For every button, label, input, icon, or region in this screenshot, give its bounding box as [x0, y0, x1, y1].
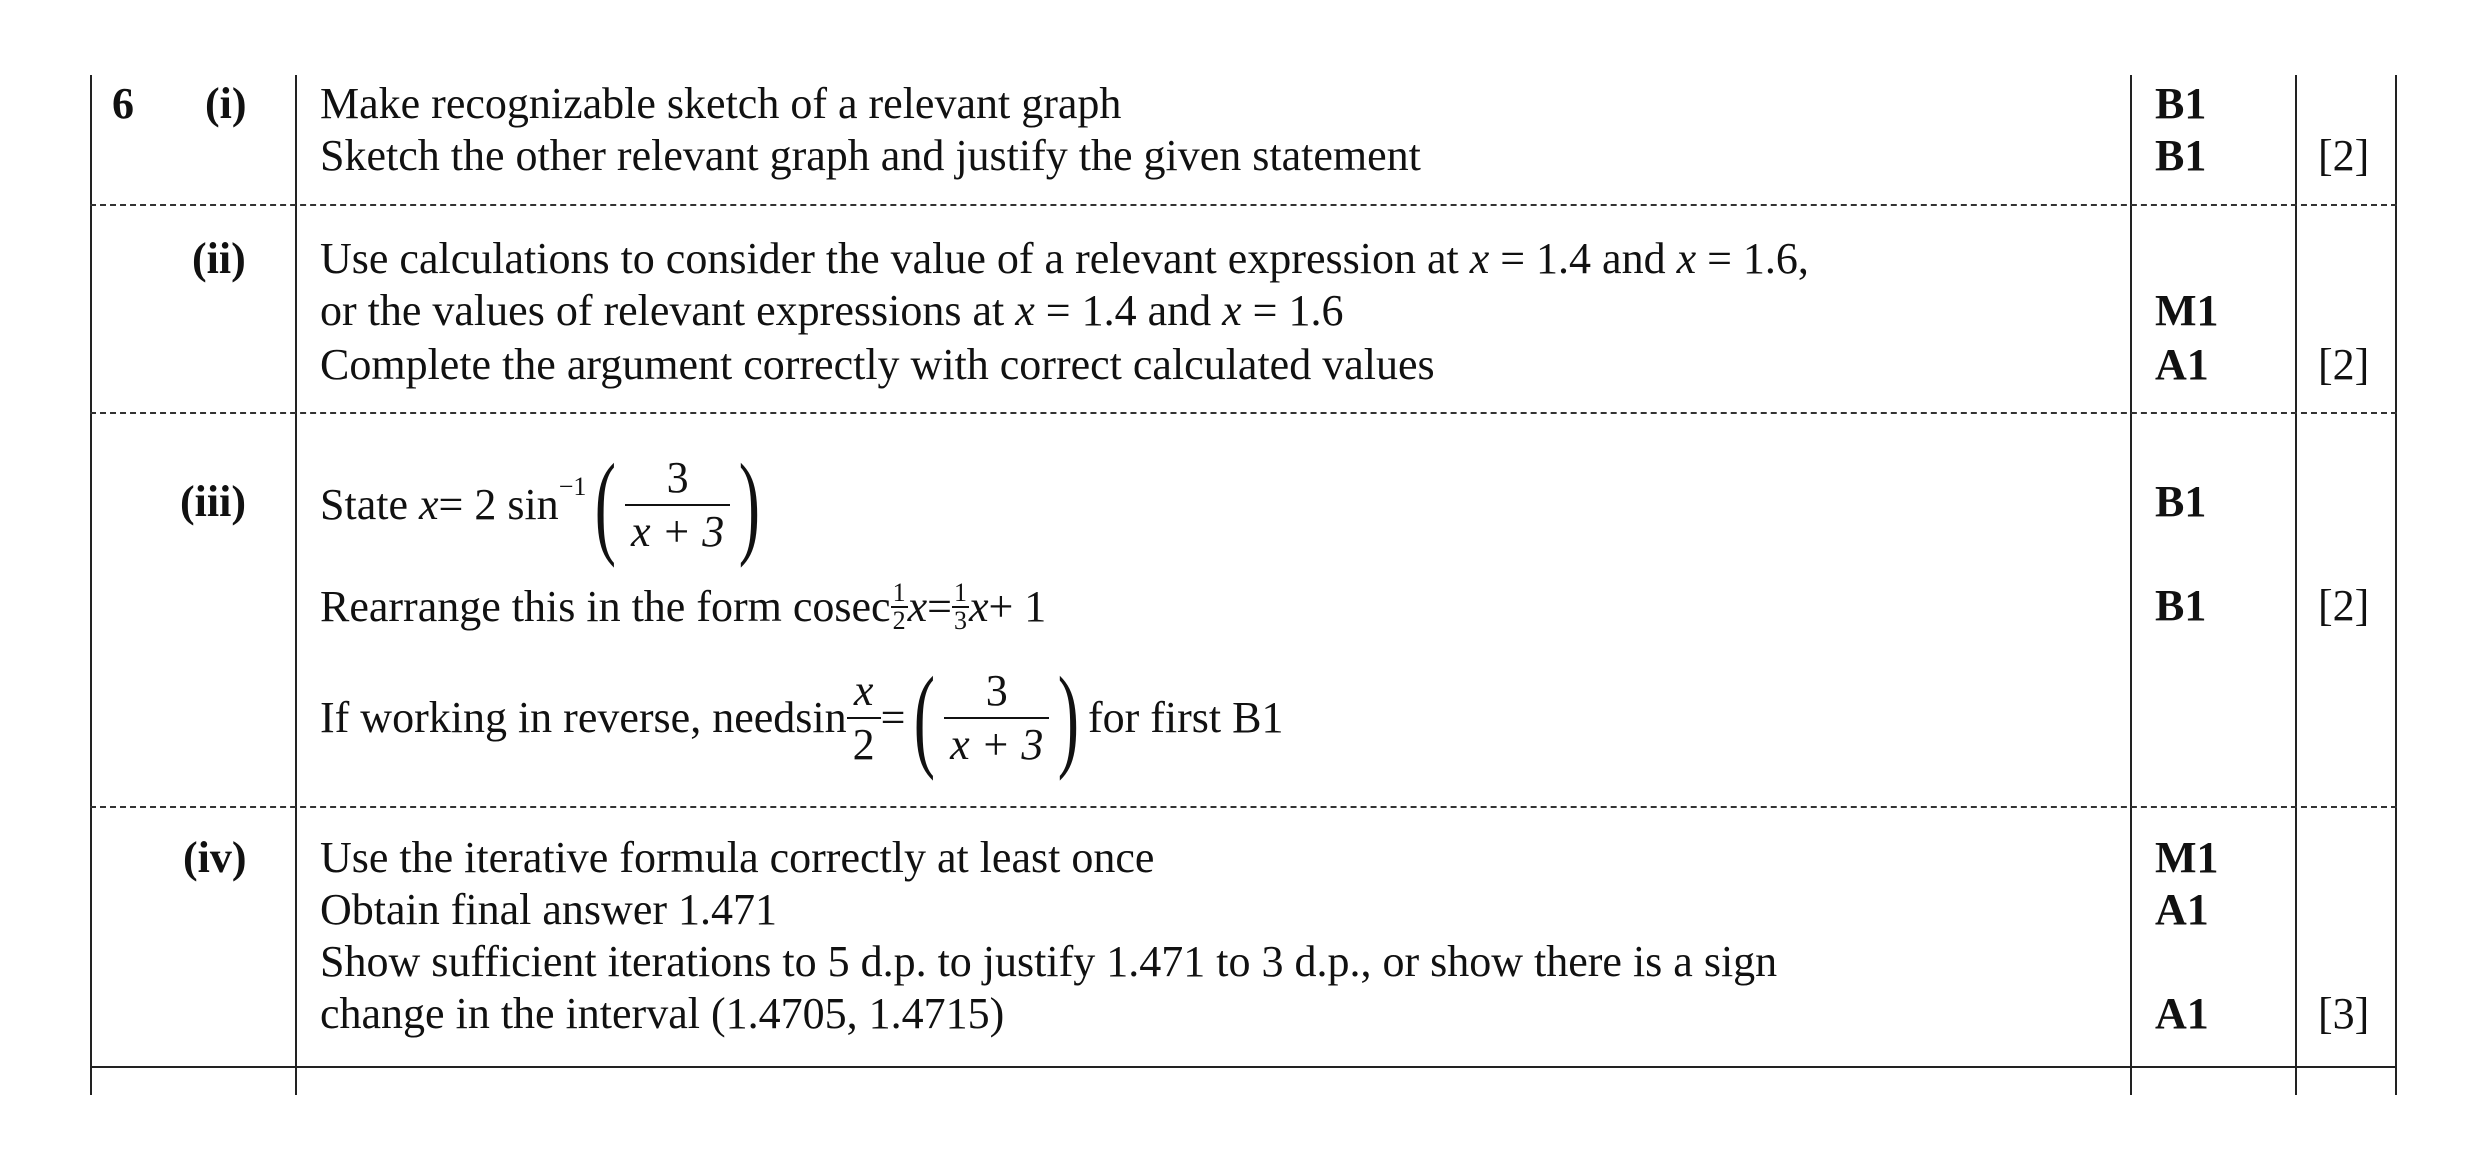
part-iii-mark-2: B1 [2155, 581, 2207, 630]
bottom-rule [90, 1066, 2397, 1068]
divider-ii-iii [90, 412, 2397, 414]
divider-iii-iv [90, 806, 2397, 808]
part-i-total: [2] [2318, 131, 2370, 180]
reverse-fraction: $\frac{3}{x + 3}$ [944, 665, 1049, 771]
part-iii-total: [2] [2318, 581, 2370, 630]
part-ii-mark-1: M1 [2155, 286, 2219, 335]
label-column-border [295, 75, 297, 1095]
left-border [90, 75, 92, 1095]
total-column-border [2295, 75, 2297, 1095]
part-iii-mark-1: B1 [2155, 477, 2207, 526]
part-iv-mark-3: A1 [2155, 989, 2209, 1038]
part-label-i: (i) [205, 79, 247, 128]
part-ii-line-3: Complete the argument correctly with correct calculated values [320, 340, 1435, 389]
part-iv-line-3: Show sufficient iterations to 5 d.p. to justify 1.471 to 3 d.p., or show there is a sign [320, 937, 1778, 986]
part-label-ii: (ii) [192, 234, 246, 283]
part-i-mark-1: B1 [2155, 79, 2207, 128]
part-i-line-2: Sketch the other relevant graph and justify the given statement [320, 131, 1421, 180]
part-iv-line-4: change in the interval (1.4705, 1.4715) [320, 989, 1005, 1038]
part-iii-reverse-line: If working in reverse, need sin $\frac{x}{2}$ = ( $\frac{3}{x + 3}$ ) for first B1 [320, 653, 1284, 782]
part-label-iii: (iii) [180, 477, 246, 526]
part-ii-total: [2] [2318, 340, 2370, 389]
part-iii-rearrange-line: Rearrange this in the form cosec 1 2 x = $\frac{1}{3}$ x + 1 [320, 578, 1047, 635]
reverse-x-half: $\frac{x}{2}$ [847, 665, 881, 771]
mark-column-border [2130, 75, 2132, 1095]
part-iv-mark-1: M1 [2155, 833, 2219, 882]
state-fraction: $\frac{3}{x + 3}$ [625, 452, 730, 558]
right-border [2395, 75, 2397, 1095]
part-iv-line-2: Obtain final answer 1.471 [320, 885, 777, 934]
part-iv-total: [3] [2318, 989, 2370, 1038]
part-i-mark-2: B1 [2155, 131, 2207, 180]
part-iv-mark-2: A1 [2155, 885, 2209, 934]
part-iii-state-line: State x = 2 sin $^{-1}$ ( $\frac{3}{x + 3}$ ) [320, 441, 761, 569]
part-ii-line-1: Use calculations to consider the value of a relevant expression at x = 1.4 and x = 1.6, [320, 234, 1809, 283]
part-ii-mark-2: A1 [2155, 340, 2209, 389]
part-label-iv: (iv) [183, 833, 247, 882]
divider-i-ii [90, 204, 2397, 206]
part-ii-line-2: or the values of relevant expressions at x = 1.4 and x = 1.6 [320, 286, 1344, 335]
part-i-line-1: Make recognizable sketch of a relevant graph [320, 79, 1122, 128]
question-number: 6 [112, 79, 134, 128]
part-iv-line-1: Use the iterative formula correctly at least once [320, 833, 1155, 882]
